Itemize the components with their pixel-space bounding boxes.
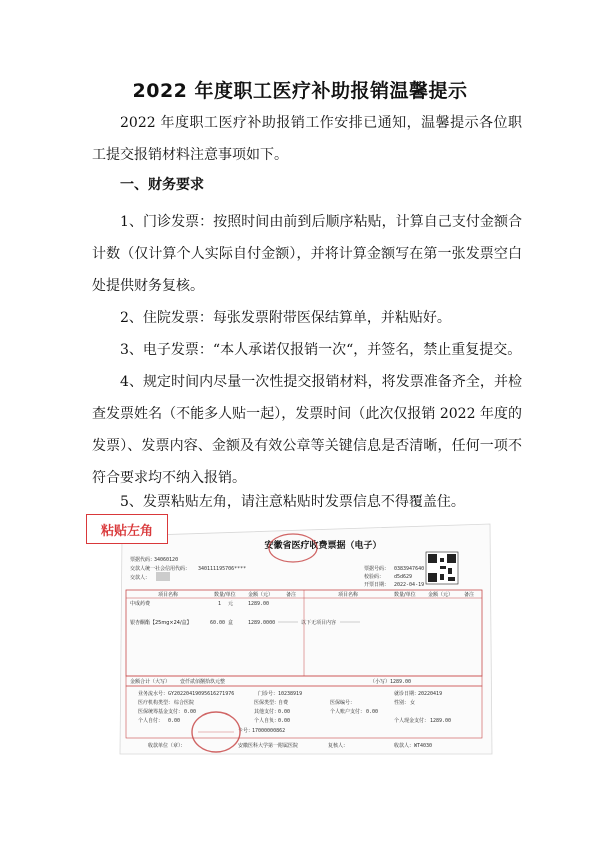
row2-name: 银杏酮酯【25mg×24/盒】 (130, 620, 192, 626)
card-label: 卡号： (238, 728, 254, 734)
receipt-code-label: 票据代码： (130, 557, 156, 563)
business-no-label: 业务流水号： (138, 691, 169, 697)
receipt-payer-label: 交款人： (130, 575, 151, 581)
row1-amt: 1289.00 (248, 601, 270, 607)
row2-amt: 1289.0000 (248, 620, 276, 626)
item-outpatient-invoice: 1、门诊发票：按照时间由前到后顺序粘贴，计算自己支付金额合计数（仅计算个人实际自付金额），并将计算金额写在第一张发票空白处提供财务复核。 (92, 214, 522, 294)
self-pay-value: 0.00 (168, 718, 181, 724)
receipt-title: 安徽省医疗收费票据（电子） (264, 541, 382, 551)
receipt-number-value: 0383947640 (394, 566, 425, 572)
row1-qty: 1 (218, 601, 222, 607)
gender-value: 女 (410, 700, 416, 706)
col-item-left: 项目名称 (158, 592, 179, 598)
personal-account-label: 个人账户支付： (330, 709, 366, 715)
other-label: 其他支付： (254, 709, 280, 715)
paste-left-corner-label: 粘贴左角 (86, 514, 168, 544)
fund-value: 0.00 (184, 709, 197, 715)
col-note-right: 备注 (464, 592, 475, 598)
document-title: 2022 年度职工医疗补助报销温馨提示 (132, 80, 468, 102)
payee-unit-value: 安徽医科大学第一附属医院 (238, 743, 299, 749)
receipt-number-label: 票据号码： (364, 566, 390, 572)
row2-qty: 60.00 (210, 620, 226, 626)
col-amt-left: 金额（元） (248, 592, 274, 598)
total-value: 1289.00 (390, 679, 412, 685)
outpatient-value: 10238919 (278, 691, 303, 697)
outpatient-label: 门诊号： (258, 691, 279, 697)
org-type-label: 医疗机构类型： (138, 700, 174, 706)
receipt-date-value: 2022-04-19 (394, 582, 425, 588)
insurance-type-value: 自费 (278, 700, 289, 706)
receipt-code-value: 34060120 (154, 557, 179, 563)
total-label: 金额合计（大写） (130, 679, 171, 685)
col-note-left: 备注 (286, 592, 297, 598)
insurance-type-label: 医保类型： (254, 700, 280, 706)
total-cn: 壹仟贰佰捌拾玖元整 (180, 679, 226, 685)
payee-value: WT4030 (414, 743, 433, 749)
cash-label: 个人现金支付： (394, 718, 430, 724)
receipt-check-label: 校验码： (364, 574, 385, 580)
receipt-payer-code-label: 交款人统一社会信用代码： (130, 566, 191, 572)
row1-unit: 元 (228, 601, 234, 607)
payee-unit-label: 收款单位（章）： (148, 743, 186, 749)
card-value: 17000000862 (252, 728, 286, 734)
col-qty-right: 数量/单位 (394, 592, 416, 598)
self-pay-label: 个人自付： (138, 718, 164, 724)
item-paste-left-corner: 5、发票粘贴左角，请注意粘贴时发票信息不得覆盖住。 (120, 494, 465, 510)
receipt-date-label: 开票日期： (364, 582, 390, 588)
item-submission-rules: 4、规定时间内尽量一次性提交报销材料，将发票准备齐全，并检查发票姓名（不能多人贴一起），发票时间（此次仅报销 2022 年度的发票）、发票内容、金额及有效公章等关键信息是否清晰，任何一项不符合要求均不纳入报销。 (92, 374, 522, 486)
section-heading-finance: 一、财务要求 (120, 177, 204, 193)
reviewer-label: 复核人： (328, 743, 349, 749)
gender-label: 性别： (394, 700, 410, 706)
receipt-payer-code-value: 340111195706**** (198, 566, 247, 572)
personal-account-value: 0.00 (366, 709, 379, 715)
org-type-value: 综合医院 (174, 700, 195, 706)
total-small-label: （小写） (370, 679, 391, 685)
receipt-check-value: d5d629 (394, 574, 413, 580)
sample-receipt-image (118, 518, 494, 758)
insurance-no-label: 医保编号： (330, 700, 356, 706)
other-value: 0.00 (278, 709, 291, 715)
self-fund-label: 个人自负： (254, 718, 280, 724)
fund-label: 医保统筹基金支付： (138, 709, 184, 715)
intro-paragraph: 2022 年度职工医疗补助报销工作安排已通知，温馨提示各位职工提交报销材料注意事项如下。 (92, 115, 522, 163)
payee-label: 收款人： (394, 743, 415, 749)
item-inpatient-invoice: 2、住院发票：每张发票附带医保结算单，并粘贴好。 (120, 310, 451, 326)
item-electronic-invoice: 3、电子发票：“本人承诺仅报销一次“，并签名，禁止重复提交。 (120, 342, 522, 358)
visit-date-value: 20220419 (418, 691, 443, 697)
self-fund-value: 0.00 (278, 718, 291, 724)
col-qty-left: 数量/单位 (214, 592, 236, 598)
qr-code-icon (426, 552, 458, 584)
col-item-right: 项目名称 (338, 592, 359, 598)
cash-value: 1289.00 (430, 718, 452, 724)
visit-date-label: 就诊日期： (394, 691, 420, 697)
business-no-value: GY20220419095616271976 (168, 691, 235, 697)
row2-unit: 盒 (228, 620, 234, 626)
row1-name: 中成药费 (130, 601, 151, 607)
col-amt-right: 金额（元） (428, 592, 454, 598)
row-below-empty: 以下无项目内容 (301, 620, 337, 626)
